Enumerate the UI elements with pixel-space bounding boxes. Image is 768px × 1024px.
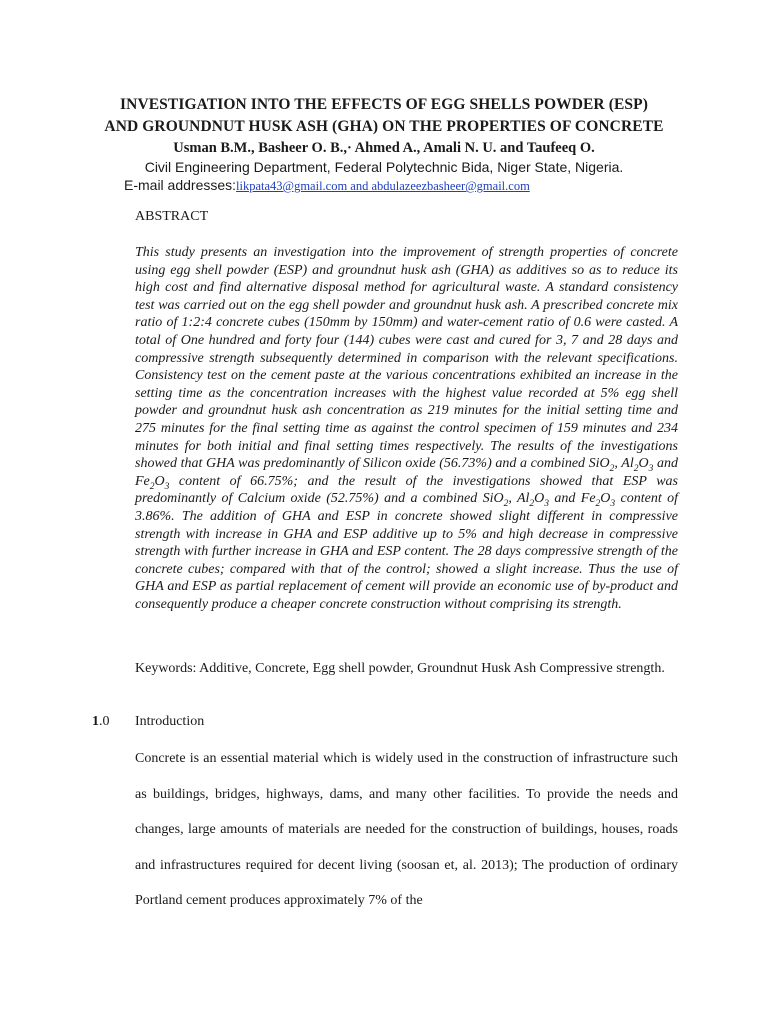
paper-title-line-2: AND GROUNDNUT HUSK ASH (GHA) ON THE PROPERTIES OF CONCRETE <box>104 118 664 135</box>
author-list: Usman B.M., Basheer O. B.,· Ahmed A., Amali N. U. and Taufeeq O. <box>173 140 595 156</box>
section-number: 1.0 <box>92 714 110 729</box>
section-title: Introduction <box>135 714 205 729</box>
email-line <box>124 175 530 196</box>
keywords: Keywords: Additive, Concrete, Egg shell powder, Groundnut Husk Ash Compressive strength. <box>135 661 665 676</box>
email-label: E-mail addresses: <box>124 177 237 193</box>
introduction-paragraph: Concrete is an essential material which is widely used in the construction of infrastructure such as buildings, bridges, highways, dams, and many other facilities. To provide the needs and changes, large amounts of materials are needed for the construction of buildings, houses, roads and infrastructures required for decent living (soosan et, al. 2013); The production of ordinary Portland cement produces approximately 7% of the <box>135 751 678 908</box>
abstract-text: This study presents an investigation into the improvement of strength properties of concrete using egg shell powder (ESP) and groundnut husk ash (GHA) as additives so as to reduce its high cost and find alternative disposal method for agricultural waste. A standard consistency test was carried out on the egg shell powder and groundnut husk ash. A prescribed concrete mix ratio of 1:2:4 concrete cubes (150mm by 150mm) and water-cement ratio of 0.6 were casted. A total of One hundred and forty four (144) cubes were cast and cured for 3, 7 and 28 days and compressive strength subsequently determined in comparison with the relevant specifications. Consistency test on the cement paste at the various concentrations exhibited an increase in the setting time as the concentration increases with the highest value recorded at 5% egg shell powder and groundnut husk ash concentration as 219 minutes for the initial setting time and 275 minutes for the final setting time as against the control specimen of 159 minutes and 234 minutes for both initial and final setting times respectively. The results of the investigations showed that GHA was predominantly of Silicon oxide (56.73%) and a combined SiO$_2$, $Al_2O_3$ and $Fe_2O_3$ content of 66.75%; and the result of the investigations showed that ESP was predominantly of Calcium oxide (52.75%) and a combined SiO$_2$, $Al_2O_3$ and $Fe_2O_3$ content of 3.86%. The addition of GHA and ESP in concrete showed slight different in compressive strength with increase in GHA and ESP additive up to 5% and high decrease in compressive strength with further increase in GHA and ESP content. The 28 days compressive strength of the concrete cubes; compared with that of the control; showed a slight increase. Thus the use of GHA and ESP as partial replacement of cement will provide an economic use of by-product and consequently produce a cheaper concrete construction without comprising its strength. <box>135 245 678 612</box>
paper-title-line-1: INVESTIGATION INTO THE EFFECTS OF EGG SHELLS POWDER (ESP) <box>120 96 648 113</box>
affiliation: Civil Engineering Department, Federal Polytechnic Bida, Niger State, Nigeria. <box>144 159 624 175</box>
email-addresses-link[interactable]: likpata43@gmail.com and abdulazeezbasheer@gmail.com <box>236 179 530 193</box>
abstract-heading: ABSTRACT <box>135 209 209 224</box>
